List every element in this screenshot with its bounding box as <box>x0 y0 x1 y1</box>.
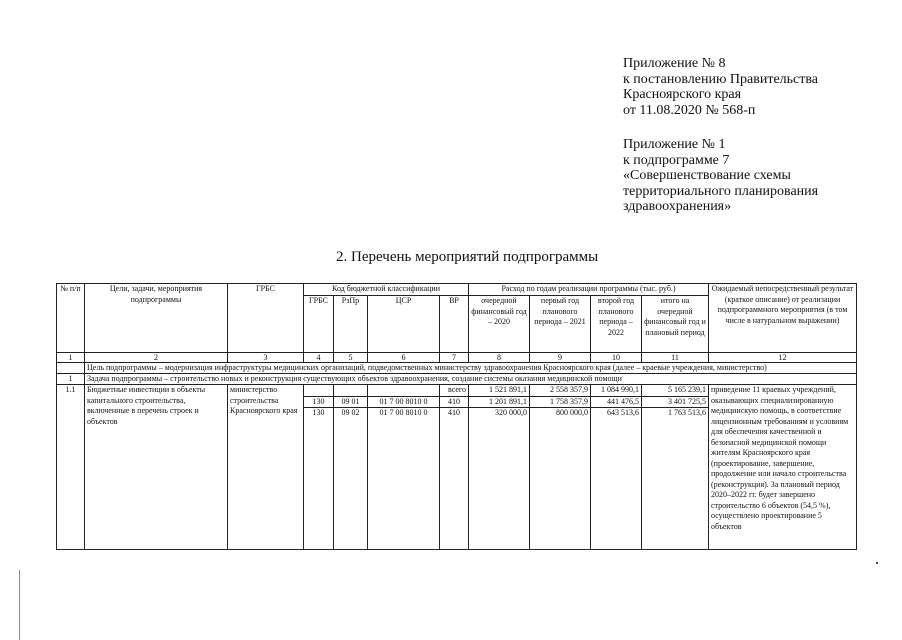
appendix-1-block <box>623 137 818 215</box>
item-grbs: министерство строительства Красноярского края <box>228 385 304 550</box>
row-2022: 441 476,5 <box>591 396 642 408</box>
task-row <box>57 374 857 385</box>
row-total: 1 763 513,6 <box>642 408 709 550</box>
column-number: 2 <box>85 353 228 363</box>
column-number: 8 <box>469 353 530 363</box>
appendix-8-line: к постановлению Правительства <box>623 71 819 87</box>
row-csr: 01 7 00 8010 0 <box>368 408 440 550</box>
row-2021: 1 758 357,9 <box>530 396 591 408</box>
appendix-8-block <box>623 56 818 118</box>
item-name: Бюджетные инвестиции в объекты капитального строительства, включенные в перечень строек и объектов <box>85 385 228 550</box>
task-text: Задача подпрограммы – строительство новых и реконструкция существующих объектов здравоохранения, создание системы оказания медицинской помощи <box>85 374 857 385</box>
total-label: всего <box>440 385 469 397</box>
appendix-8-line: от 11.08.2020 № 568-п <box>623 102 756 118</box>
row-2021: 800 000,0 <box>530 408 591 550</box>
row-rzpr: 09 02 <box>334 408 368 550</box>
column-number-row <box>57 353 857 363</box>
appendix-1-line: территориального планирования <box>623 183 819 199</box>
column-number: 1 <box>57 353 85 363</box>
appendix-8-line: Красноярского края <box>623 87 742 102</box>
header-year-2020: очередной финансовый год – 2020 <box>469 296 530 353</box>
item-result: приведение 11 краевых учреждений, оказывающих специализированную медицинскую помощь, в соответствие лицензионным требованиям и условиям для обеспечения качественной и безопасной медицинской помощи жителям Красноярского края (проектирование, завершение, продолжение или начало строительства (реконструкция). За плановый период 2020–2022 гг. будет завершено строительство 6 объектов (54,5 %), осуществлено проектирование 5 объектов <box>709 385 857 550</box>
column-number: 11 <box>642 353 709 363</box>
document-title: 2. Перечень мероприятий подпрограммы <box>336 249 599 265</box>
row-2022: 643 513,6 <box>591 408 642 550</box>
header-year-2021: первый год планового периода – 2021 <box>530 296 591 353</box>
row-grbs: 130 <box>304 408 334 550</box>
header-total: итого на очередной финансовый год и плановый период <box>642 296 709 353</box>
header-rzpr: РзПр <box>334 296 368 353</box>
total-2020: 1 521 891,1 <box>469 385 530 397</box>
appendix-1-line: Приложение № 1 <box>623 137 726 152</box>
header-csr: ЦСР <box>368 296 440 353</box>
column-number: 4 <box>304 353 334 363</box>
column-number: 6 <box>368 353 440 363</box>
header-goals: Цели, задачи, мероприятия подпрограммы <box>85 284 228 353</box>
column-number: 12 <box>709 353 857 363</box>
item-number: 1.1 <box>57 385 85 550</box>
column-number: 10 <box>591 353 642 363</box>
header-result: Ожидаемый непосредственный результат (краткое описание) от реализации подпрограммного мероприятия (в том числе в натуральном выражении) <box>709 284 857 353</box>
column-number: 3 <box>228 353 304 363</box>
header-vr: ВР <box>440 296 469 353</box>
row-total: 3 401 725,5 <box>642 396 709 408</box>
column-number: 7 <box>440 353 469 363</box>
goal-row <box>57 363 857 374</box>
row-2020: 1 201 891,1 <box>469 396 530 408</box>
appendix-1-line: здравоохранения» <box>623 199 732 214</box>
row-grbs: 130 <box>304 396 334 408</box>
row-rzpr: 09 01 <box>334 396 368 408</box>
goal-text: Цель подпрограммы – модернизация инфраструктуры медицинских организаций, подведомственных министерству здравоохранения Красноярского края (далее – краевые учреждения, министерство) <box>85 363 857 374</box>
appendix-8-line: Приложение № 8 <box>623 56 726 71</box>
header-grbs-code: ГРБС <box>304 296 334 353</box>
header-expense-group: Расход по годам реализации программы (тыс. руб.) <box>469 284 709 296</box>
total-2021: 2 558 357,9 <box>530 385 591 397</box>
task-number: 1 <box>57 374 85 385</box>
row-2020: 320 000,0 <box>469 408 530 550</box>
header-code-group: Код бюджетной классификации <box>304 284 469 296</box>
total-2022: 1 084 990,1 <box>591 385 642 397</box>
measures-table <box>56 283 857 550</box>
header-grbs: ГРБС <box>228 284 304 353</box>
column-number: 9 <box>530 353 591 363</box>
row-vr: 410 <box>440 396 469 408</box>
appendix-1-line: «Совершенствование схемы <box>623 168 791 183</box>
appendix-1-line: к подпрограмме 7 <box>623 152 730 168</box>
total-sum: 5 165 239,1 <box>642 385 709 397</box>
header-year-2022: второй год планового периода – 2022 <box>591 296 642 353</box>
scan-edge-line <box>19 570 20 640</box>
item-total-row <box>57 385 857 397</box>
header-no: № п/п <box>57 284 85 353</box>
row-csr: 01 7 00 8010 0 <box>368 396 440 408</box>
row-vr: 410 <box>440 408 469 550</box>
scan-dot <box>876 562 878 564</box>
column-number: 5 <box>334 353 368 363</box>
